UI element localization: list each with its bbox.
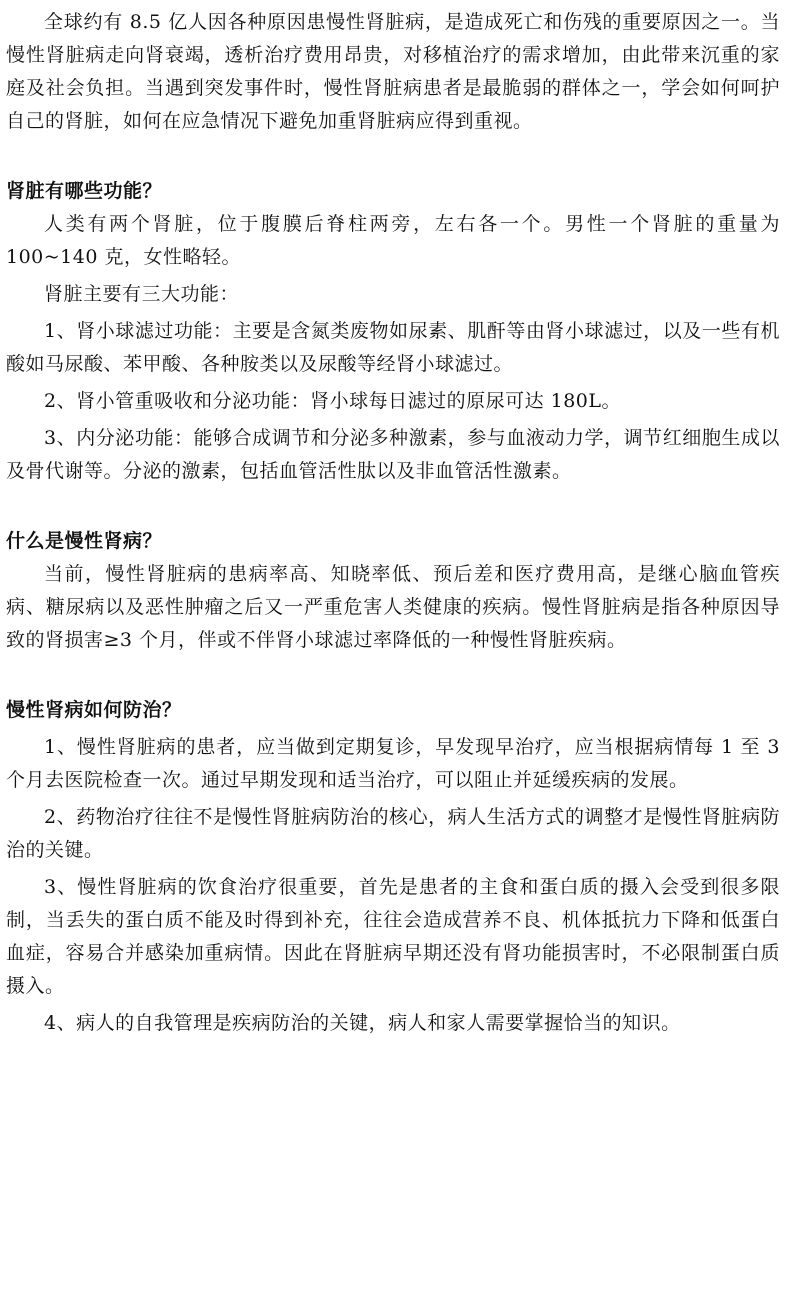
list-item: 1、肾小球滤过功能：主要是含氮类废物如尿素、肌酐等由肾小球滤过，以及一些有机酸如马尿酸、苯甲酸、各种胺类以及尿酸等经肾小球滤过。 xyxy=(6,320,780,375)
list-item: 3、内分泌功能：能够合成调节和分泌多种激素，参与血液动力学，调节红细胞生成以及骨代谢等。分泌的激素，包括血管活性肽以及非血管活性激素。 xyxy=(6,427,780,482)
paragraph: 肾脏主要有三大功能： xyxy=(44,283,240,305)
section-heading: 肾脏有哪些功能？ xyxy=(6,180,163,202)
section-spacer xyxy=(6,488,780,525)
section-kidney-functions xyxy=(6,175,780,488)
article xyxy=(6,6,780,1040)
section-heading: 什么是慢性肾病？ xyxy=(6,530,163,552)
list-item: 3、慢性肾脏病的饮食治疗很重要，首先是患者的主食和蛋白质的摄入会受到很多限制，当丢失的蛋白质不能及时得到补充，往往会造成营养不良、机体抵抗力下降和低蛋白血症，容易合并感染加重病情。因此在肾脏病早期还没有肾功能损害时，不必限制蛋白质摄入。 xyxy=(6,876,780,997)
list-item: 4、病人的自我管理是疾病防治的关键，病人和家人需要掌握恰当的知识。 xyxy=(44,1012,681,1034)
intro-paragraph: 全球约有 8.5 亿人因各种原因患慢性肾脏病，是造成死亡和伤残的重要原因之一。当慢性肾脏病走向肾衰竭，透析治疗费用昂贵，对移植治疗的需求增加，由此带来沉重的家庭及社会负担。当遇到突发事件时，慢性肾脏病患者是最脆弱的群体之一，学会如何呵护自己的肾脏，如何在应急情况下避免加重肾脏病应得到重视。 xyxy=(6,11,780,132)
list-item: 1、慢性肾脏病的患者，应当做到定期复诊，早发现早治疗，应当根据病情每 1 至 3 个月去医院检查一次。通过早期发现和适当治疗，可以阻止并延缓疾病的发展。 xyxy=(6,736,780,791)
list-item: 2、药物治疗往往不是慢性肾脏病防治的核心，病人生活方式的调整才是慢性肾脏病防治的关键。 xyxy=(6,806,780,861)
section-spacer xyxy=(6,657,780,694)
paragraph: 当前，慢性肾脏病的患病率高、知晓率低、预后差和医疗费用高，是继心脑血管疾病、糖尿病以及恶性肿瘤之后又一严重危害人类健康的疾病。慢性肾脏病是指各种原因导致的肾损害≥3 个月，伴或不伴肾小球滤过率降低的一种慢性肾脏疾病。 xyxy=(6,563,780,651)
section-spacer xyxy=(6,138,780,175)
paragraph: 人类有两个肾脏，位于腹膜后脊柱两旁，左右各一个。男性一个肾脏的重量为 100~140 克，女性略轻。 xyxy=(6,213,780,268)
list-item: 2、肾小管重吸收和分泌功能：肾小球每日滤过的原尿可达 180L。 xyxy=(44,390,622,412)
section-ckd-prevention xyxy=(6,694,780,1040)
section-heading: 慢性肾病如何防治？ xyxy=(6,699,182,721)
section-what-is-ckd xyxy=(6,525,780,657)
